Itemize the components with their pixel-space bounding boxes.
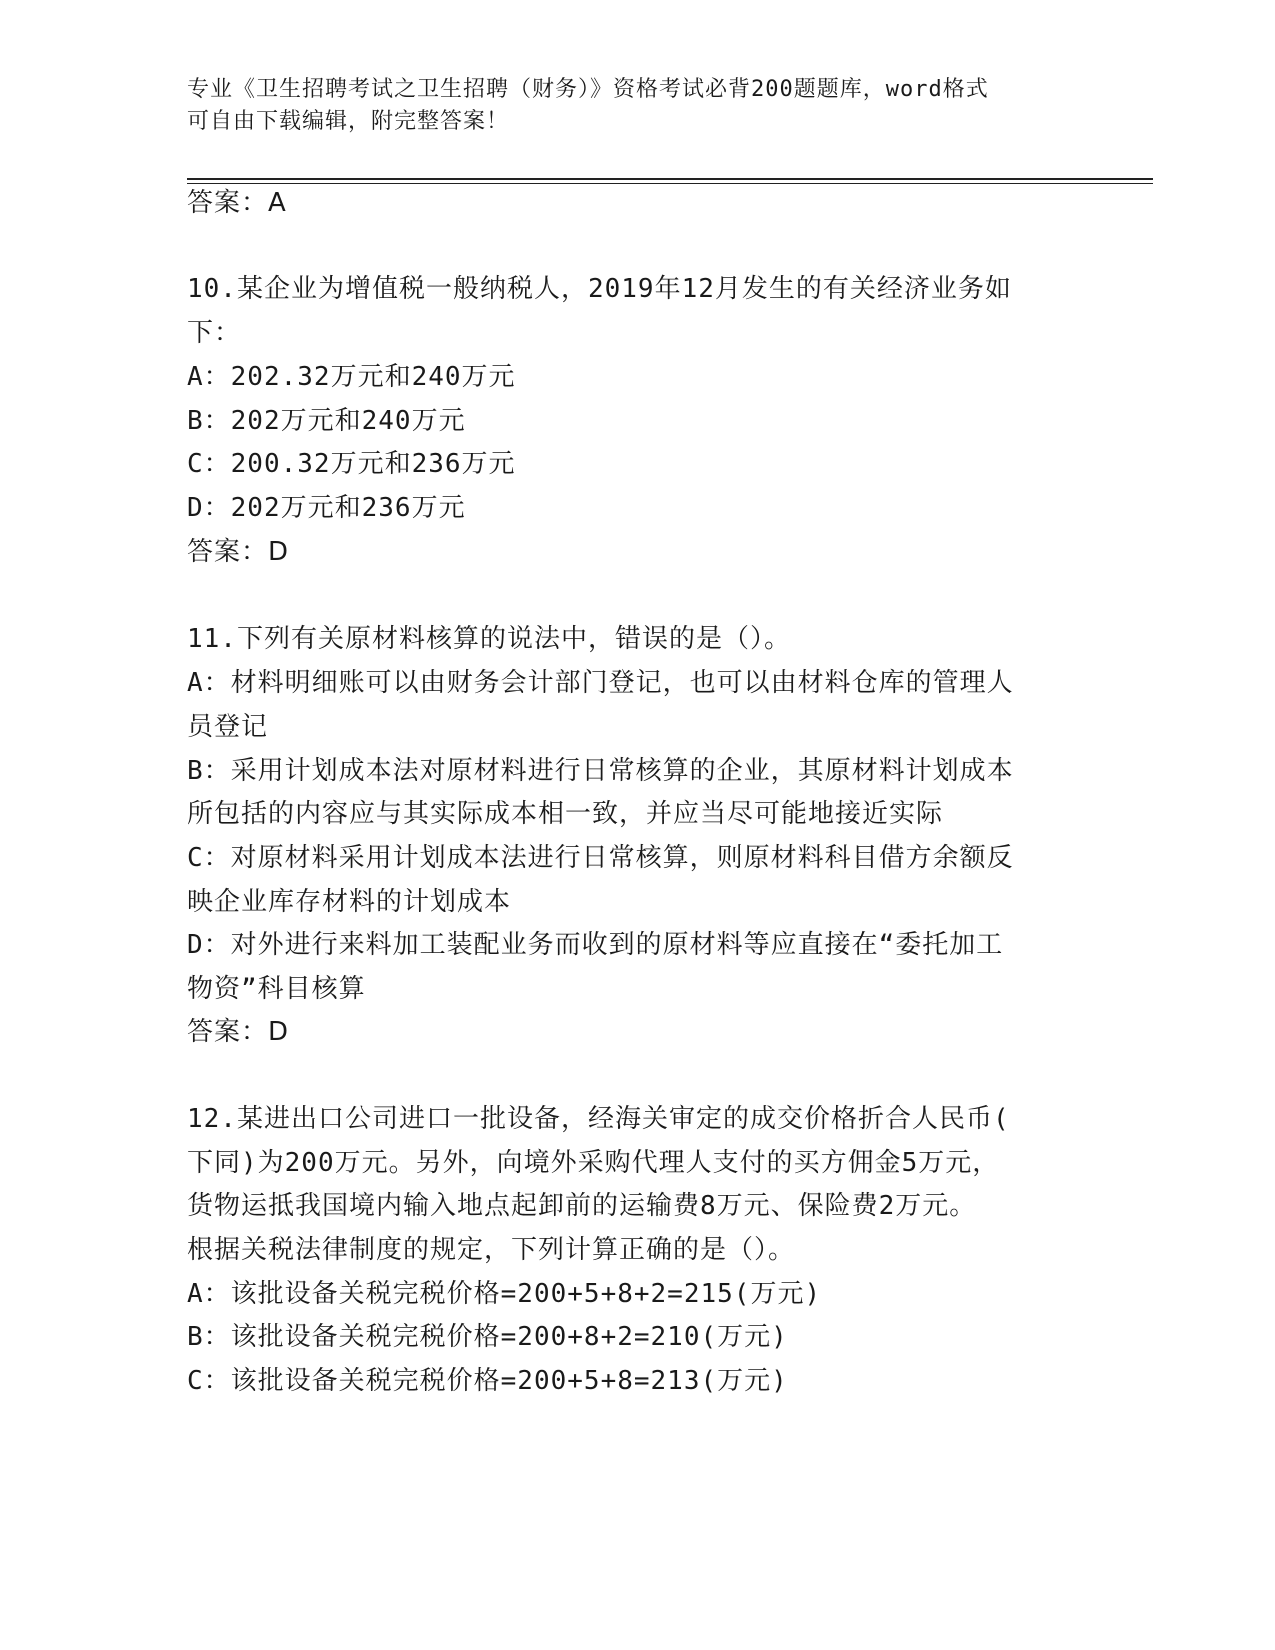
q12-stem-line-2: 下同)为200万元。另外，向境外采购代理人支付的买方佣金5万元， <box>187 1148 1000 1178</box>
header-line-1: 专业《卫生招聘考试之卫生招聘（财务）》资格考试必背200题题库，word格式 <box>187 77 989 102</box>
q11-answer: 答案：D <box>187 1017 290 1047</box>
q11-option-c-line-2: 映企业库存材料的计划成本 <box>187 887 512 917</box>
q11-option-d-line-2: 物资”科目核算 <box>187 974 366 1004</box>
header-divider-thick <box>187 178 1153 180</box>
q12-option-b: B：该批设备关税完税价格=200+8+2=210(万元) <box>187 1322 788 1352</box>
q10-option-d: D：202万元和236万元 <box>187 493 466 523</box>
q10-answer: 答案：D <box>187 537 290 567</box>
q11-option-a-line-1: A：材料明细账可以由财务会计部门登记，也可以由材料仓库的管理人 <box>187 668 1014 698</box>
q11-option-b-line-1: B：采用计划成本法对原材料进行日常核算的企业，其原材料计划成本 <box>187 756 1014 786</box>
header-divider-thin <box>187 183 1153 184</box>
q10-stem-line-2: 下： <box>187 318 242 348</box>
q12-option-c: C：该批设备关税完税价格=200+5+8=213(万元) <box>187 1366 788 1396</box>
q11-option-b-line-2: 所包括的内容应与其实际成本相一致，并应当尽可能地接近实际 <box>187 799 944 829</box>
q11-stem: 11.下列有关原材料核算的说法中，错误的是（）。 <box>187 624 791 654</box>
q10-option-b: B：202万元和240万元 <box>187 406 466 436</box>
q10-stem-line-1: 10.某企业为增值税一般纳税人，2019年12月发生的有关经济业务如 <box>187 274 1012 304</box>
q10-option-a: A：202.32万元和240万元 <box>187 362 516 392</box>
document-header <box>187 74 1067 138</box>
q11-option-c-line-1: C：对原材料采用计划成本法进行日常核算，则原材料科目借方余额反 <box>187 843 1014 873</box>
q11-option-d-line-1: D：对外进行来料加工装配业务而收到的原材料等应直接在“委托加工 <box>187 930 1004 960</box>
q11-option-a-line-2: 员登记 <box>187 712 269 742</box>
q12-stem-line-3: 货物运抵我国境内输入地点起卸前的运输费8万元、保险费2万元。 <box>187 1191 977 1221</box>
previous-answer: 答案：A <box>187 188 287 218</box>
q12-stem-line-4: 根据关税法律制度的规定，下列计算正确的是（）。 <box>187 1235 796 1265</box>
q12-option-a: A：该批设备关税完税价格=200+5+8+2=215(万元) <box>187 1279 822 1309</box>
header-line-2: 可自由下载编辑，附完整答案！ <box>187 109 510 134</box>
q12-stem-line-1: 12.某进出口公司进口一批设备，经海关审定的成交价格折合人民币( <box>187 1104 1010 1134</box>
q10-option-c: C：200.32万元和236万元 <box>187 449 516 479</box>
